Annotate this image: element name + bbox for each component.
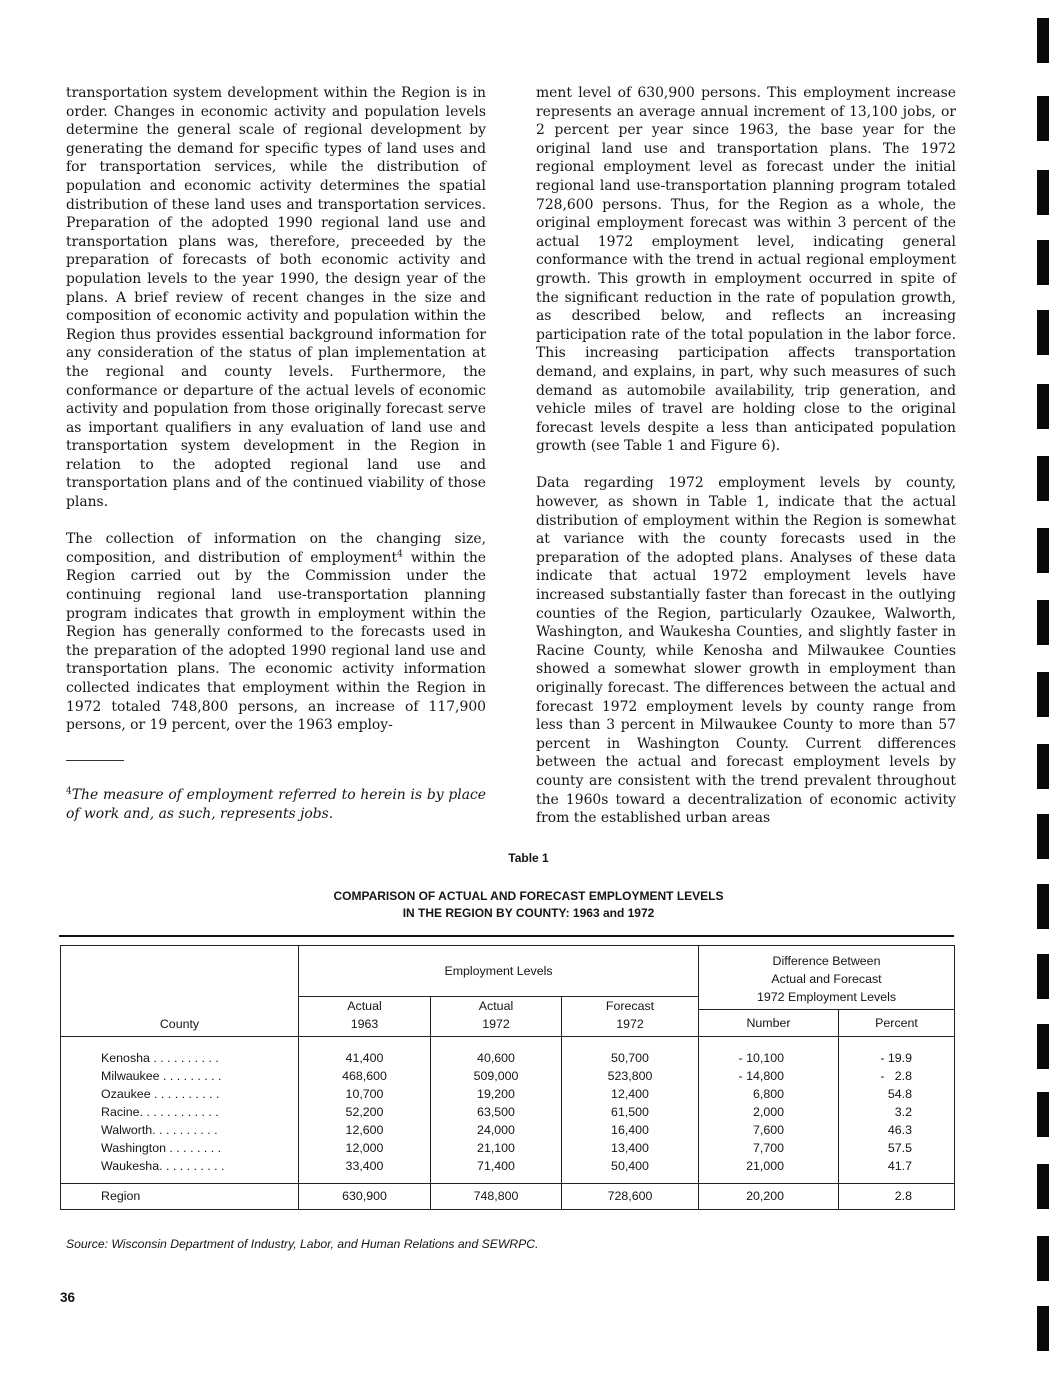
cell-diff-number: 7,600 [699,1121,839,1139]
cell-forecast-1972: 523,800 [562,1067,699,1085]
header-employment-levels: Employment Levels [299,946,699,997]
table-row [61,1103,955,1121]
cell-diff-number: 20,200 [699,1184,839,1210]
thumb-index-mark [1037,884,1049,929]
cell-county: Ozaukee . . . . . . . . . . [61,1085,299,1103]
header-forecast-label: Forecast [605,999,655,1013]
cell-actual-1963: 12,600 [299,1121,431,1139]
cell-diff-percent: - 2.8 [839,1067,955,1085]
cell-actual-1972: 748,800 [431,1184,562,1210]
header-county: County [61,946,299,1037]
header-difference-line: Actual and Forecast [771,972,882,986]
header-year: 1963 [350,1017,379,1031]
thumb-index-mark [1037,240,1049,285]
header-actual-label: Actual [347,999,382,1013]
thumb-index-mark [1037,814,1049,859]
paragraph: Data regarding 1972 employment levels by county, however, as shown in Table 1, indicate that the actual distribution of employment within the Region is somewhat at variance with the county forecasts used in the preparation of the adopted plans. Analyses of these data indicate that actual 1972 employment levels have increased substantially faster than forecast in the outlying counties of the Region, particularly Ozaukee, Walworth, Washington, and Waukesha Counties, and slightly faster in Racine County, while Kenosha and Milwaukee Counties showed a somewhat slower growth in employment than originally forecast. The differences between the actual and forecast 1972 employment levels by county range from less than 3 percent in Milwaukee County to more than 57 percent in Washington County. Current differences between the actual and forecast employment levels by county are consistent with the trend prevalent throughout the 1960s toward a decentralization of economic activity from the established urban areas [536,475,956,827]
thumb-index-mark [1037,18,1049,63]
table-title-line: COMPARISON OF ACTUAL AND FORECAST EMPLOYMENT LEVELS [333,889,724,903]
cell-forecast-1972: 50,700 [562,1037,699,1068]
cell-diff-percent: 46.3 [839,1121,955,1139]
cell-actual-1972: 63,500 [431,1103,562,1121]
header-difference [699,946,955,1010]
thumb-index-mark [1037,1024,1049,1069]
header-year: 1972 [482,1017,510,1031]
cell-forecast-1972: 12,400 [562,1085,699,1103]
thumb-index-mark [1037,384,1049,429]
thumb-index-mark [1037,456,1049,501]
cell-actual-1963: 52,200 [299,1103,431,1121]
footnote-text: The measure of employment referred to herein is by place of work and, as such, represents jobs. [66,787,486,822]
table-total-row [61,1184,955,1210]
cell-diff-number: 7,700 [699,1139,839,1157]
cell-county: Waukesha. . . . . . . . . . [61,1157,299,1184]
header-forecast-1972 [562,997,699,1037]
header-actual-label: Actual [478,999,514,1013]
cell-county: Washington . . . . . . . . [61,1139,299,1157]
thumb-index-mark [1037,1236,1049,1281]
cell-county: Walworth. . . . . . . . . . [61,1121,299,1139]
paragraph-text: within the Region carried out by the Commission under the continuing regional land use-transportation planning program indicates that growth in employment within the Region has generally conformed to the forecasts used in the preparation of the adopted 1990 regional land use and transportation plans. The economic activity information collected indicates that employment within the Region in 1972 totaled 748,800 persons, an increase of 117,900 persons, or 19 percent, over the 1963 employ- [66,549,486,734]
cell-diff-number: 2,000 [699,1103,839,1121]
cell-diff-percent: 54.8 [839,1085,955,1103]
table-source-note: Source: Wisconsin Department of Industry, Labor, and Human Relations and SEWRPC. [66,1237,539,1251]
cell-forecast-1972: 61,500 [562,1103,699,1121]
footnote-divider [66,760,124,761]
paragraph: transportation system development within the Region is in order. Changes in economic activity and population levels determine the general scale of regional development by generating the demand for specific types of land uses and for transportation services, while the distribution of population and economic activity determines the spatial distribution of these land uses and transportation services. Preparation of the adopted 1990 regional land use and transportation plans was, therefore, preceeded by the preparation of forecasts of both economic activity and population levels to the year 1990, the design year of the plans. A brief review of recent changes in the size and composition of economic activity and population within the Region thus provides essential background information for any consideration of the status of plan implementation at the regional and county levels. Furthermore, the conformance or departure of the actual levels of economic activity and population from those originally forecast serve as important qualifiers in any evaluation of land use and transportation system development in the Region in relation to the adopted regional land use and transportation plans and of the continued viability of those plans. [66,85,486,511]
thumb-index-mark [1037,600,1049,645]
cell-actual-1972: 21,100 [431,1139,562,1157]
paragraph: ment level of 630,900 persons. This employment increase represents an average annual increment of 13,100 jobs, or 2 percent per year since 1963, the base year for the original land use and transportation plans. The 1972 regional employment level as forecast under the initial regional land use-transportation planning program totaled 728,600 persons. Thus, for the Region as a whole, the original employment forecast was within 3 percent of the actual 1972 employment level, indicating general conformance with the trend in actual regional employment growth. This growth in employment occurred in spite of the significant reduction in the rate of population growth, as described below, and reflects an increasing participation rate of the total population in the labor force. This increasing participation affects transportation demand, and explains, in part, why such measures of such demand as automobile availability, trip generation, and vehicle miles of travel are holding close to the original forecast levels despite a less than anticipated population growth (see Table 1 and Figure 6). [536,85,956,455]
thumb-index-mark [1037,1092,1049,1137]
header-actual-1972 [431,997,562,1037]
cell-diff-number: 6,800 [699,1085,839,1103]
thumb-index-mark [1037,1306,1049,1351]
table-title [0,888,1057,922]
table-row [61,1037,955,1068]
thumb-index-mark [1037,170,1049,215]
cell-diff-percent: 41.7 [839,1157,955,1184]
header-percent: Percent [839,1010,955,1037]
paragraph-text: The collection of information on the changing size, composition, and distribution of employment [66,531,486,566]
cell-diff-percent: 3.2 [839,1103,955,1121]
table-row [61,1139,955,1157]
cell-county: Region [61,1184,299,1210]
header-actual-1963 [299,997,431,1037]
thumb-index-mark [1037,96,1049,141]
header-number: Number [699,1010,839,1037]
cell-diff-percent: 2.8 [839,1184,955,1210]
right-text-column [536,84,956,828]
cell-county: Kenosha . . . . . . . . . . [61,1037,299,1068]
table-row [61,1157,955,1184]
footnote-ref: 4 [397,549,403,560]
employment-table [60,945,955,1210]
footnote-marker: 4 [66,786,72,797]
cell-actual-1963: 10,700 [299,1085,431,1103]
header-year: 1972 [616,1017,644,1031]
paragraph [66,530,486,735]
cell-actual-1972: 509,000 [431,1067,562,1085]
cell-diff-number: 21,000 [699,1157,839,1184]
header-difference-line: 1972 Employment Levels [756,990,897,1004]
cell-actual-1972: 24,000 [431,1121,562,1139]
thumb-index-mark [1037,672,1049,717]
cell-forecast-1972: 13,400 [562,1139,699,1157]
header-difference-line: Difference Between [772,954,881,968]
table-top-rule [59,935,954,937]
cell-diff-number: - 10,100 [699,1037,839,1068]
cell-diff-percent: 57.5 [839,1139,955,1157]
cell-diff-number: - 14,800 [699,1067,839,1085]
cell-county: Racine. . . . . . . . . . . . [61,1103,299,1121]
cell-actual-1963: 41,400 [299,1037,431,1068]
cell-actual-1972: 40,600 [431,1037,562,1068]
table-title-line: IN THE REGION BY COUNTY: 1963 and 1972 [402,906,655,920]
thumb-index-mark [1037,744,1049,789]
cell-diff-percent: - 19.9 [839,1037,955,1068]
thumb-index-mark [1037,528,1049,573]
cell-actual-1963: 12,000 [299,1139,431,1157]
table-row [61,1085,955,1103]
thumb-index-mark [1037,310,1049,355]
cell-actual-1963: 468,600 [299,1067,431,1085]
left-text-column [66,84,486,735]
page-number: 36 [60,1290,76,1305]
cell-forecast-1972: 728,600 [562,1184,699,1210]
cell-actual-1972: 19,200 [431,1085,562,1103]
table-label: Table 1 [508,851,549,865]
cell-forecast-1972: 50,400 [562,1157,699,1184]
table-row [61,1121,955,1139]
cell-actual-1972: 71,400 [431,1157,562,1184]
thumb-index-mark [1037,954,1049,999]
cell-actual-1963: 33,400 [299,1157,431,1184]
cell-forecast-1972: 16,400 [562,1121,699,1139]
cell-actual-1963: 630,900 [299,1184,431,1210]
cell-county: Milwaukee . . . . . . . . . [61,1067,299,1085]
thumb-index-mark [1037,1164,1049,1209]
footnote [66,786,486,823]
table-row [61,1067,955,1085]
